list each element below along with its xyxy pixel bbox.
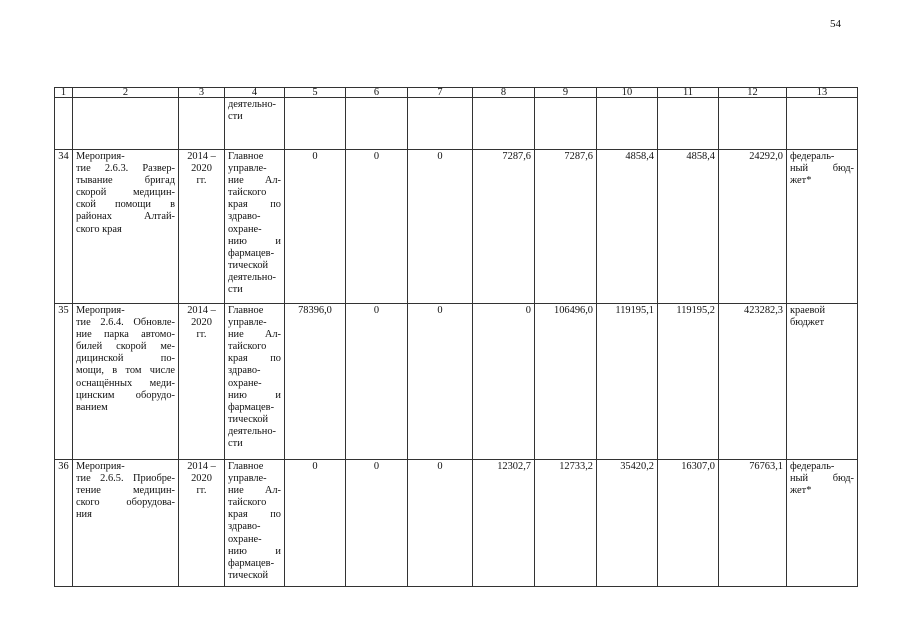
amount-cell: 78396,0	[285, 304, 346, 460]
text-line: бюджет	[790, 317, 825, 329]
amount-cell	[285, 98, 346, 150]
text-line: районах Алтай-	[76, 211, 175, 223]
text-line: сти	[228, 438, 243, 450]
funding-source-cell	[787, 304, 858, 460]
funding-source-cell	[787, 460, 858, 587]
amount-cell: 0	[408, 460, 473, 587]
amount-cell: 4858,4	[597, 150, 658, 304]
activity-name-cell	[73, 460, 179, 587]
text-line: Главное	[228, 305, 264, 316]
period-cell	[179, 150, 225, 304]
text-line: федераль-	[790, 151, 835, 162]
amount-cell: 35420,2	[597, 460, 658, 587]
amount-cell	[658, 98, 719, 150]
amount-cell: 423282,3	[719, 304, 787, 460]
text-line: 2014 –	[187, 461, 216, 472]
text-line: тайского	[228, 497, 267, 509]
column-header: 8	[473, 88, 535, 98]
text-line: здраво-	[228, 211, 261, 223]
text-line: дицинской по-	[76, 353, 175, 365]
budget-table	[54, 87, 858, 587]
amount-cell: 0	[346, 460, 408, 587]
amount-cell: 0	[346, 304, 408, 460]
text-line: тайского	[228, 341, 267, 353]
executor-cell	[225, 304, 285, 460]
amount-cell	[473, 98, 535, 150]
text-line: Мероприя-	[76, 461, 125, 472]
column-header: 10	[597, 88, 658, 98]
text-line: деятельно-	[228, 425, 276, 437]
text-line: Главное	[228, 461, 264, 472]
amount-cell: 0	[346, 150, 408, 304]
text-line: управле-	[228, 163, 267, 175]
text-line: жет*	[790, 175, 812, 187]
amount-cell: 7287,6	[535, 150, 597, 304]
text-line: края по	[228, 509, 281, 521]
text-line: жет*	[790, 485, 812, 497]
column-header: 7	[408, 88, 473, 98]
text-line: охране-	[228, 377, 262, 389]
text-line: тие 2.6.4. Обновле-	[76, 317, 175, 329]
table-header-row	[55, 88, 858, 98]
text-line: Главное	[228, 151, 264, 162]
executor-cell	[225, 150, 285, 304]
text-line: федераль-	[790, 461, 835, 472]
column-header: 6	[346, 88, 408, 98]
row-number-cell: 36	[55, 460, 73, 587]
text-line: гг.	[196, 175, 207, 187]
table-row	[55, 150, 858, 304]
column-header: 11	[658, 88, 719, 98]
activity-name-cell	[73, 98, 179, 150]
text-line: мощи, в том числе	[76, 365, 175, 377]
text-line: 2014 –	[187, 305, 216, 316]
amount-cell	[535, 98, 597, 150]
text-line: нию и	[228, 235, 281, 247]
text-line: тие 2.6.3. Развер-	[76, 163, 175, 175]
amount-cell: 119195,2	[658, 304, 719, 460]
text-line: тической	[228, 259, 269, 271]
text-line: охране-	[228, 533, 262, 545]
text-line: ния	[76, 509, 92, 521]
amount-cell	[597, 98, 658, 150]
text-line: фармацев-	[228, 401, 275, 413]
text-line: ского оборудова-	[76, 497, 175, 509]
amount-cell: 0	[285, 150, 346, 304]
column-header: 4	[225, 88, 285, 98]
row-number-cell	[55, 98, 73, 150]
text-line: ского края	[76, 223, 122, 235]
text-line: края по	[228, 353, 281, 365]
text-line: фармацев-	[228, 557, 275, 569]
text-line: сти	[228, 111, 243, 123]
text-line: сти	[228, 284, 243, 296]
text-line: тайского	[228, 187, 267, 199]
amount-cell	[408, 98, 473, 150]
text-line: Мероприя-	[76, 305, 125, 316]
amount-cell: 12302,7	[473, 460, 535, 587]
column-header: 13	[787, 88, 858, 98]
text-line: фармацев-	[228, 247, 275, 259]
column-header: 9	[535, 88, 597, 98]
column-header: 12	[719, 88, 787, 98]
page-number: 54	[830, 18, 841, 30]
table-row	[55, 304, 858, 460]
text-line: здраво-	[228, 365, 261, 377]
row-number-cell: 35	[55, 304, 73, 460]
text-line: тение медицин-	[76, 485, 175, 497]
amount-cell: 16307,0	[658, 460, 719, 587]
text-line: ние Ал-	[228, 329, 281, 341]
text-line: ный бюд-	[790, 163, 854, 175]
text-line: оснащённых меди-	[76, 377, 175, 389]
text-line: гг.	[196, 329, 207, 341]
text-line: тывание бригад	[76, 175, 175, 187]
column-header: 5	[285, 88, 346, 98]
text-line: Мероприя-	[76, 151, 125, 162]
text-line: ской помощи в	[76, 199, 175, 211]
text-line: управле-	[228, 317, 267, 329]
row-number-cell: 34	[55, 150, 73, 304]
amount-cell: 12733,2	[535, 460, 597, 587]
column-header: 1	[55, 88, 73, 98]
text-line: билей скорой ме-	[76, 341, 175, 353]
period-cell	[179, 304, 225, 460]
funding-source-cell	[787, 150, 858, 304]
text-line: скорой медицин-	[76, 187, 175, 199]
amount-cell: 0	[473, 304, 535, 460]
text-line: ние парка автомо-	[76, 329, 175, 341]
text-line: тие 2.6.5. Приобре-	[76, 473, 175, 485]
text-line: тической	[228, 413, 269, 425]
text-line: цинским оборудо-	[76, 389, 175, 401]
text-line: 2020	[191, 317, 212, 329]
period-cell	[179, 98, 225, 150]
text-line: охране-	[228, 223, 262, 235]
text-line: здраво-	[228, 521, 261, 533]
amount-cell: 4858,4	[658, 150, 719, 304]
executor-cell	[225, 460, 285, 587]
text-line: гг.	[196, 485, 207, 497]
text-line: 2014 –	[187, 151, 216, 162]
text-line: 2020	[191, 163, 212, 175]
text-line: деятельно-	[228, 271, 276, 283]
text-line: деятельно-	[228, 99, 276, 110]
period-cell	[179, 460, 225, 587]
text-line: управле-	[228, 473, 267, 485]
text-line: ный бюд-	[790, 473, 854, 485]
table-row	[55, 98, 858, 150]
text-line: 2020	[191, 473, 212, 485]
text-line: ванием	[76, 401, 108, 413]
text-line: нию и	[228, 545, 281, 557]
column-header: 3	[179, 88, 225, 98]
column-header: 2	[73, 88, 179, 98]
executor-cell	[225, 98, 285, 150]
funding-source-cell	[787, 98, 858, 150]
amount-cell: 119195,1	[597, 304, 658, 460]
amount-cell: 0	[408, 150, 473, 304]
amount-cell: 0	[285, 460, 346, 587]
amount-cell: 7287,6	[473, 150, 535, 304]
activity-name-cell	[73, 150, 179, 304]
text-line: ние Ал-	[228, 485, 281, 497]
text-line: тической	[228, 569, 269, 581]
amount-cell: 0	[408, 304, 473, 460]
amount-cell	[719, 98, 787, 150]
activity-name-cell	[73, 304, 179, 460]
amount-cell	[346, 98, 408, 150]
text-line: ние Ал-	[228, 175, 281, 187]
amount-cell: 24292,0	[719, 150, 787, 304]
table-row	[55, 460, 858, 587]
amount-cell: 106496,0	[535, 304, 597, 460]
text-line: края по	[228, 199, 281, 211]
amount-cell: 76763,1	[719, 460, 787, 587]
text-line: нию и	[228, 389, 281, 401]
text-line: краевой	[790, 305, 826, 316]
